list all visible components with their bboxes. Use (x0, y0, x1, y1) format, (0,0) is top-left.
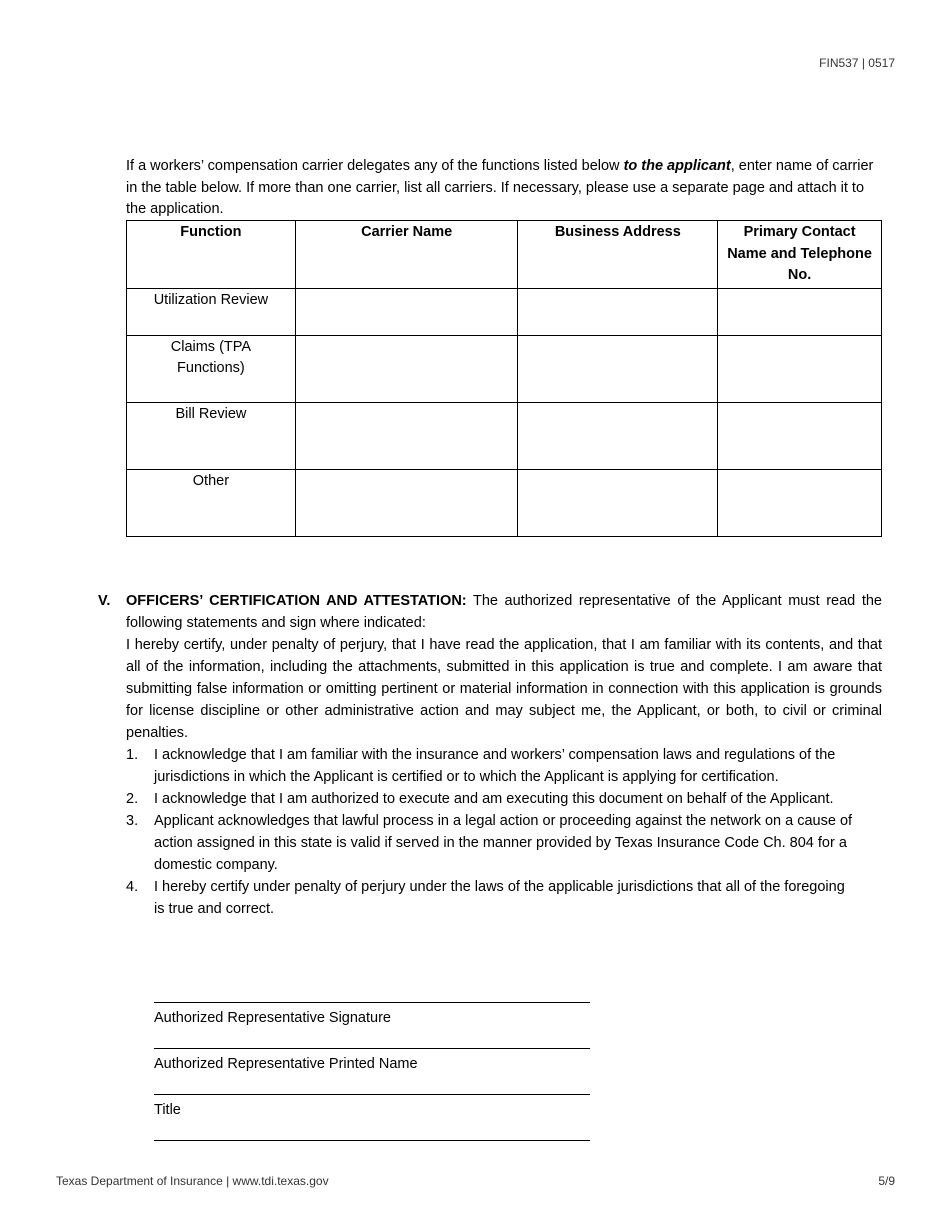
function-cell: Bill Review (127, 402, 296, 469)
section-v (98, 590, 882, 920)
primary-contact-cell[interactable] (718, 335, 882, 402)
footer-agency: Texas Department of Insurance | www.tdi.texas.gov (56, 1174, 329, 1188)
item-number: 3. (126, 813, 139, 829)
carrier-name-cell[interactable] (295, 469, 518, 536)
title-label: Title (154, 1102, 181, 1118)
item-text: Applicant acknowledges that lawful process in a legal action or proceeding against the network on a cause of action assigned in this state is valid if served in the manner provided by Texas Insurance Code Ch. 804 for a domestic company. (154, 813, 853, 873)
primary-contact-cell[interactable] (718, 402, 882, 469)
section-number: V. (98, 593, 111, 609)
primary-contact-cell[interactable] (718, 469, 882, 536)
primary-contact-cell[interactable] (718, 288, 882, 335)
list-item (98, 744, 882, 788)
intro-part2: , enter name of carrier in the table below. If more than one carrier, list all carriers. If necessary, please use a separate page and attach it to the application. (126, 158, 874, 217)
function-cell: Other (127, 469, 296, 536)
acknowledgement-list (98, 744, 882, 920)
item-text: I acknowledge that I am authorized to execute and am executing this document on behalf of the Applicant. (154, 791, 834, 807)
list-item (98, 876, 882, 920)
table-row (127, 288, 882, 335)
carrier-name-cell[interactable] (295, 402, 518, 469)
section-title: OFFICERS’ CERTIFICATION AND ATTESTATION: (126, 593, 467, 609)
section-heading (126, 590, 882, 634)
table-row (127, 335, 882, 402)
list-item (98, 810, 882, 876)
business-address-cell[interactable] (518, 469, 718, 536)
function-cell: Utilization Review (127, 288, 296, 335)
delegated-functions-table (126, 220, 882, 537)
section-body (126, 590, 882, 744)
form-code: FIN537 | 0517 (819, 56, 895, 70)
list-item (98, 788, 882, 810)
function-cell (127, 335, 296, 402)
item-text: I acknowledge that I am familiar with the insurance and workers’ compensation laws and regulations of the jurisdictions in which the Applicant is certified or to which the Applicant is applying for certification. (154, 747, 836, 785)
item-number: 4. (126, 879, 139, 895)
header-business-address: Business Address (518, 221, 718, 289)
date-line[interactable] (154, 1128, 590, 1141)
signature-label: Authorized Representative Signature (154, 1010, 391, 1026)
section-lead: The authorized representative of the Applicant must read the following statements and sign where indicated: (126, 593, 882, 631)
function-text: Claims (TPA Functions) (170, 338, 252, 376)
item-number: 2. (126, 791, 139, 807)
item-number: 1. (126, 747, 139, 763)
certification-statement: I hereby certify, under penalty of perjury, that I have read the application, that I am familiar with its contents, and that all of the information, including the attachments, submitted in this application is true and complete. I am aware that submitting false information or omitting pertinent or material information in connection with this application is grounds for license discipline or other administrative action and may subject me, the Applicant, or both, to civil or criminal penalties. (126, 637, 882, 741)
table-header-row (127, 221, 882, 289)
carrier-name-cell[interactable] (295, 335, 518, 402)
intro-emphasis: to the applicant (623, 158, 731, 174)
business-address-cell[interactable] (518, 335, 718, 402)
header-carrier-name: Carrier Name (295, 221, 518, 289)
business-address-cell[interactable] (518, 402, 718, 469)
item-text: I hereby certify under penalty of perjury under the laws of the applicable jurisdictions that all of the foregoing is true and correct. (154, 879, 845, 917)
signature-line[interactable] (154, 990, 590, 1003)
header-function: Function (127, 221, 296, 289)
header-primary-contact: Primary Contact Name and Telephone No. (718, 221, 882, 289)
table-row (127, 402, 882, 469)
business-address-cell[interactable] (518, 288, 718, 335)
printed-name-label: Authorized Representative Printed Name (154, 1056, 418, 1072)
table-row (127, 469, 882, 536)
printed-name-line[interactable] (154, 1036, 590, 1049)
carrier-name-cell[interactable] (295, 288, 518, 335)
intro-paragraph (126, 156, 882, 221)
signature-block (154, 990, 590, 1141)
title-line[interactable] (154, 1082, 590, 1095)
intro-part1: If a workers’ compensation carrier delegates any of the functions listed below (126, 158, 624, 174)
page-number: 5/9 (878, 1174, 895, 1188)
